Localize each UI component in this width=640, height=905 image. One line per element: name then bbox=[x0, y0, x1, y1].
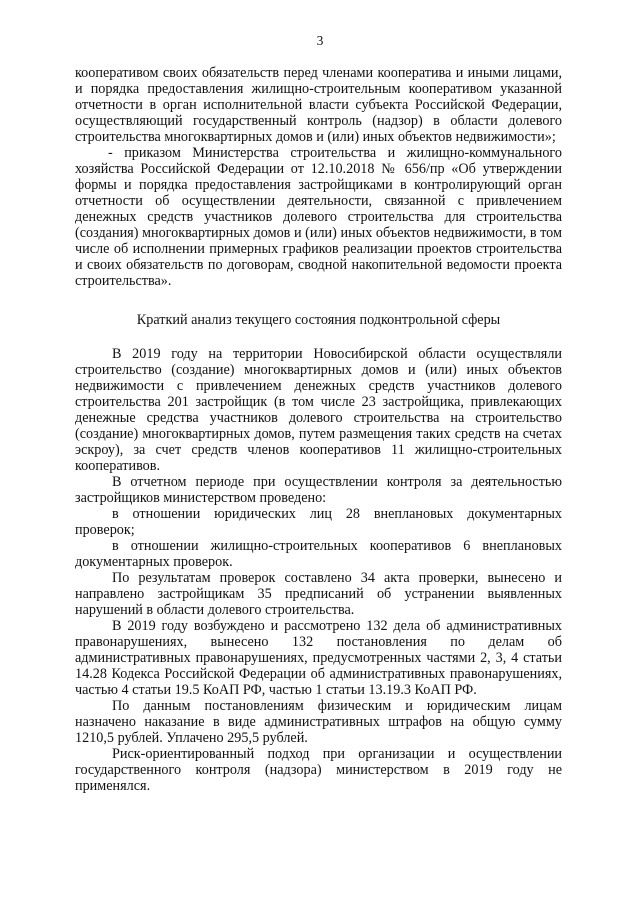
paragraph-legal-entities-checks: в отношении юридических лиц 28 внеплановых документарных проверок; bbox=[75, 506, 562, 538]
paragraph-inspection-results: По результатам проверок составлено 34 акта проверки, вынесено и направлено застройщикам 35 предписаний об устранении выявленных нарушений в области долевого строительства. bbox=[75, 570, 562, 618]
paragraph-fines: По данным постановлениям физическим и юридическим лицам назначено наказание в виде административных штрафов на общую сумму 1210,5 рублей. Уплачено 295,5 рублей. bbox=[75, 698, 562, 746]
paragraph-cooperatives-checks: в отношении жилищно-строительных кооперативов 6 внеплановых документарных проверок. bbox=[75, 538, 562, 570]
paragraph-administrative-cases: В 2019 году возбуждено и рассмотрено 132 дела об административных правонарушениях, вынесено 132 постановления по делам об административных правонарушениях, предусмотренных частями 2, 3, 4 статьи 14.28 Кодекса Российской Федерации об административных правонарушениях, частью 4 статьи 19.5 КоАП РФ, частью 1 статьи 13.19.3 КоАП РФ. bbox=[75, 618, 562, 698]
document-body bbox=[75, 65, 562, 794]
page-number: 3 bbox=[316, 33, 324, 48]
paragraph-risk-approach: Риск-ориентированный подход при организации и осуществлении государственного контроля (надзора) министерством в 2019 году не применялся. bbox=[75, 746, 562, 794]
paragraph-construction-overview: В 2019 году на территории Новосибирской области осуществляли строительство (создание) многоквартирных домов и (или) иных объектов недвижимости с привлечением денежных средств участников долевого строительства 201 застройщик (в том числе 23 застройщика, привлекающих денежные средства участников долевого строительства на строительство (создание) многоквартирных домов, путем размещения таких средств на счетах эскроу), за счет средств членов кооперативов 11 жилищно-строительных кооперативов. bbox=[75, 346, 562, 474]
paragraph-reporting-period: В отчетном периоде при осуществлении контроля за деятельностью застройщиков министерством проведено: bbox=[75, 474, 562, 506]
paragraph-order-reference: - приказом Министерства строительства и жилищно-коммунального хозяйства Российской Федерации от 12.10.2018 № 656/пр «Об утверждении формы и порядка предоставления застройщиками в контролирующий орган отчетности об осуществлении деятельности, связанной с привлечением денежных средств участников долевого строительства для строительства (создания) многоквартирных домов и (или) иных объектов недвижимости, в том числе об исполнении примерных графиков реализации проектов строительства и своих обязательств по договорам, сводной накопительной ведомости проекта строительства». bbox=[75, 145, 562, 289]
section-heading: Краткий анализ текущего состояния подконтрольной сферы bbox=[136, 312, 501, 328]
paragraph-continuation: кооперативом своих обязательств перед членами кооператива и иными лицами, и порядка предоставления жилищно-строительным кооперативом указанной отчетности в орган исполнительной власти субъекта Российской Федерации, осуществляющий государственный контроль (надзор) в области долевого строительства многоквартирных домов и (или) иных объектов недвижимости»; bbox=[75, 65, 562, 145]
